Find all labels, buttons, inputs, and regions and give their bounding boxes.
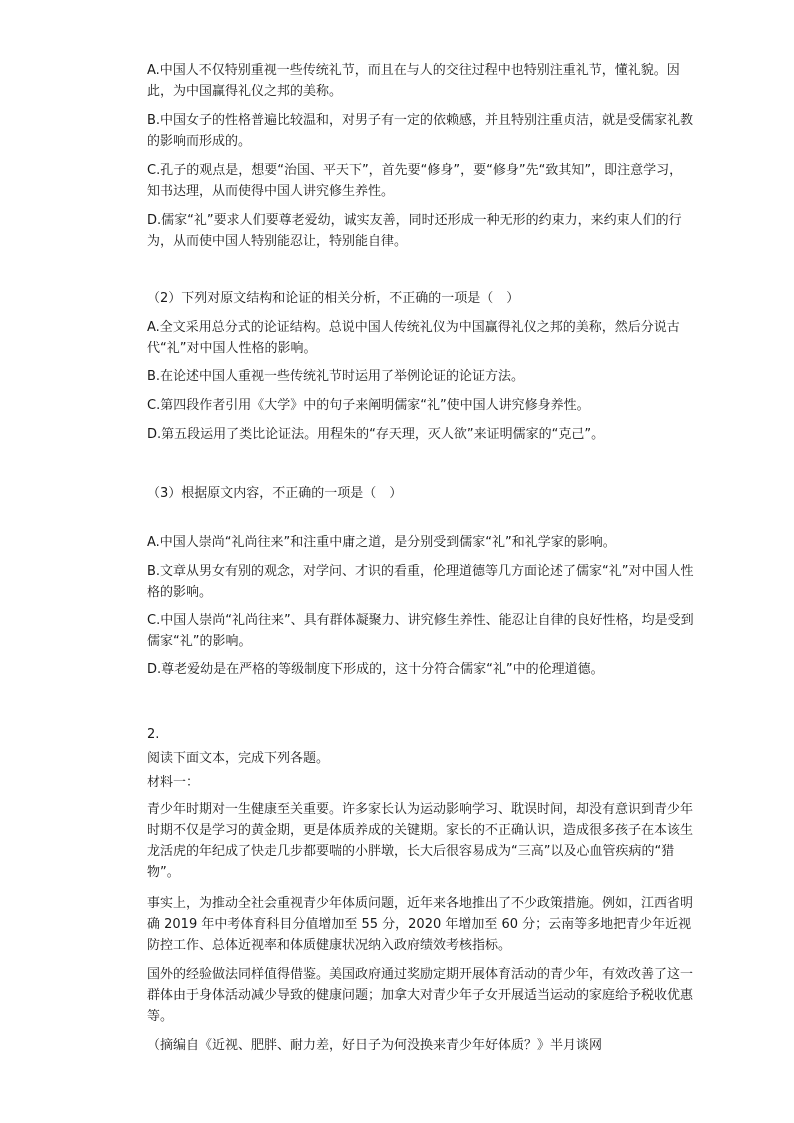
q1-option-c: C.孔子的观点是，想要“治国、平天下”，首先要“修身”，要“修身”先“致其知”，即注意学习，知书达理，从而使得中国人讲究修生养性。 xyxy=(147,163,683,199)
q1-option-d: D.儒家“礼”要求人们要尊老爱幼，诚实友善，同时还形成一种无形的约束力，来约束人们的行为，从而使中国人特别能忍让，特别能自律。 xyxy=(147,213,682,249)
q2-option-a: A.全文采用总分式的论证结构。总说中国人传统礼仪为中国赢得礼仪之邦的美称，然后分说古代“礼”对中国人性格的影响。 xyxy=(147,320,680,356)
q1-option-a: A.中国人不仅特别重视一些传统礼节，而且在与人的交往过程中也特别注重礼节，懂礼貌。因此，为中国赢得礼仪之邦的美称。 xyxy=(147,63,680,99)
q2-option-d: D.第五段运用了类比论证法。用程朱的“存天理，灭人欲”来证明儒家的“克己”。 xyxy=(147,427,605,442)
q3-stem: （3）根据原文内容，不正确的一项是（ ） xyxy=(147,486,403,501)
material-paragraph-3: 国外的经验做法同样值得借鉴。美国政府通过奖励定期开展体育活动的青少年，有效改善了这一群体由于身体活动减少导致的健康问题；加拿大对青少年子女开展适当运动的家庭给予税收优惠等。 xyxy=(147,967,694,1024)
q1-option-b: B.中国女子的性格普遍比较温和，对男子有一定的依赖感，并且特别注重贞洁，就是受儒家礼教的影响而形成的。 xyxy=(147,113,694,149)
section-number: 2. xyxy=(147,727,160,742)
q3-option-b: B.文章从男女有别的观念，对学问、才识的看重，伦理道德等几方面论述了儒家“礼”对中国人性格的影响。 xyxy=(147,564,694,600)
material-source: （摘编自《近视、肥胖、耐力差，好日子为何没换来青少年好体质？》半月谈网 xyxy=(147,1038,603,1053)
q3-option-c: C.中国人崇尚“礼尚往来”、具有群体凝聚力、讲究修生养性、能忍让自律的良好性格，均是受到儒家“礼”的影响。 xyxy=(147,613,694,649)
q3-option-d: D.尊老爱幼是在严格的等级制度下形成的，这十分符合儒家“礼”中的伦理道德。 xyxy=(147,662,604,677)
q3-option-a: A.中国人崇尚“礼尚往来”和注重中庸之道，是分别受到儒家“礼”和礼学家的影响。 xyxy=(147,535,616,550)
q2-option-c: C.第四段作者引用《大学》中的句子来阐明儒家“礼”使中国人讲究修身养性。 xyxy=(147,398,590,413)
section-instruction: 阅读下面文本，完成下列各题。 xyxy=(147,751,330,766)
material-paragraph-2: 事实上，为推动全社会重视青少年体质问题，近年来各地推出了不少政策措施。例如，江西省明确 2019 年中考体育科目分值增加至 55 分，2020 年增加至 60 分；云南等多地把青少年近视防控工作、总体近视率和体质健康状况纳入政府绩效考核指标。 xyxy=(147,896,694,953)
material-label: 材料一： xyxy=(147,775,200,790)
q2-option-b: B.在论述中国人重视一些传统礼节时运用了举例论证的论证方法。 xyxy=(147,369,525,384)
material-paragraph-1: 青少年时期对一生健康至关重要。许多家长认为运动影响学习、耽误时间，却没有意识到青少年时期不仅是学习的黄金期，更是体质养成的关键期。家长的不正确认识，造成很多孩子在本该生龙活虎的年纪成了快走几步都要喘的小胖墩，长大后很容易成为“三高”以及心血管疾病的“猎物”。 xyxy=(147,802,694,880)
q2-stem: （2）下列对原文结构和论证的相关分析，不正确的一项是（ ） xyxy=(147,291,520,306)
